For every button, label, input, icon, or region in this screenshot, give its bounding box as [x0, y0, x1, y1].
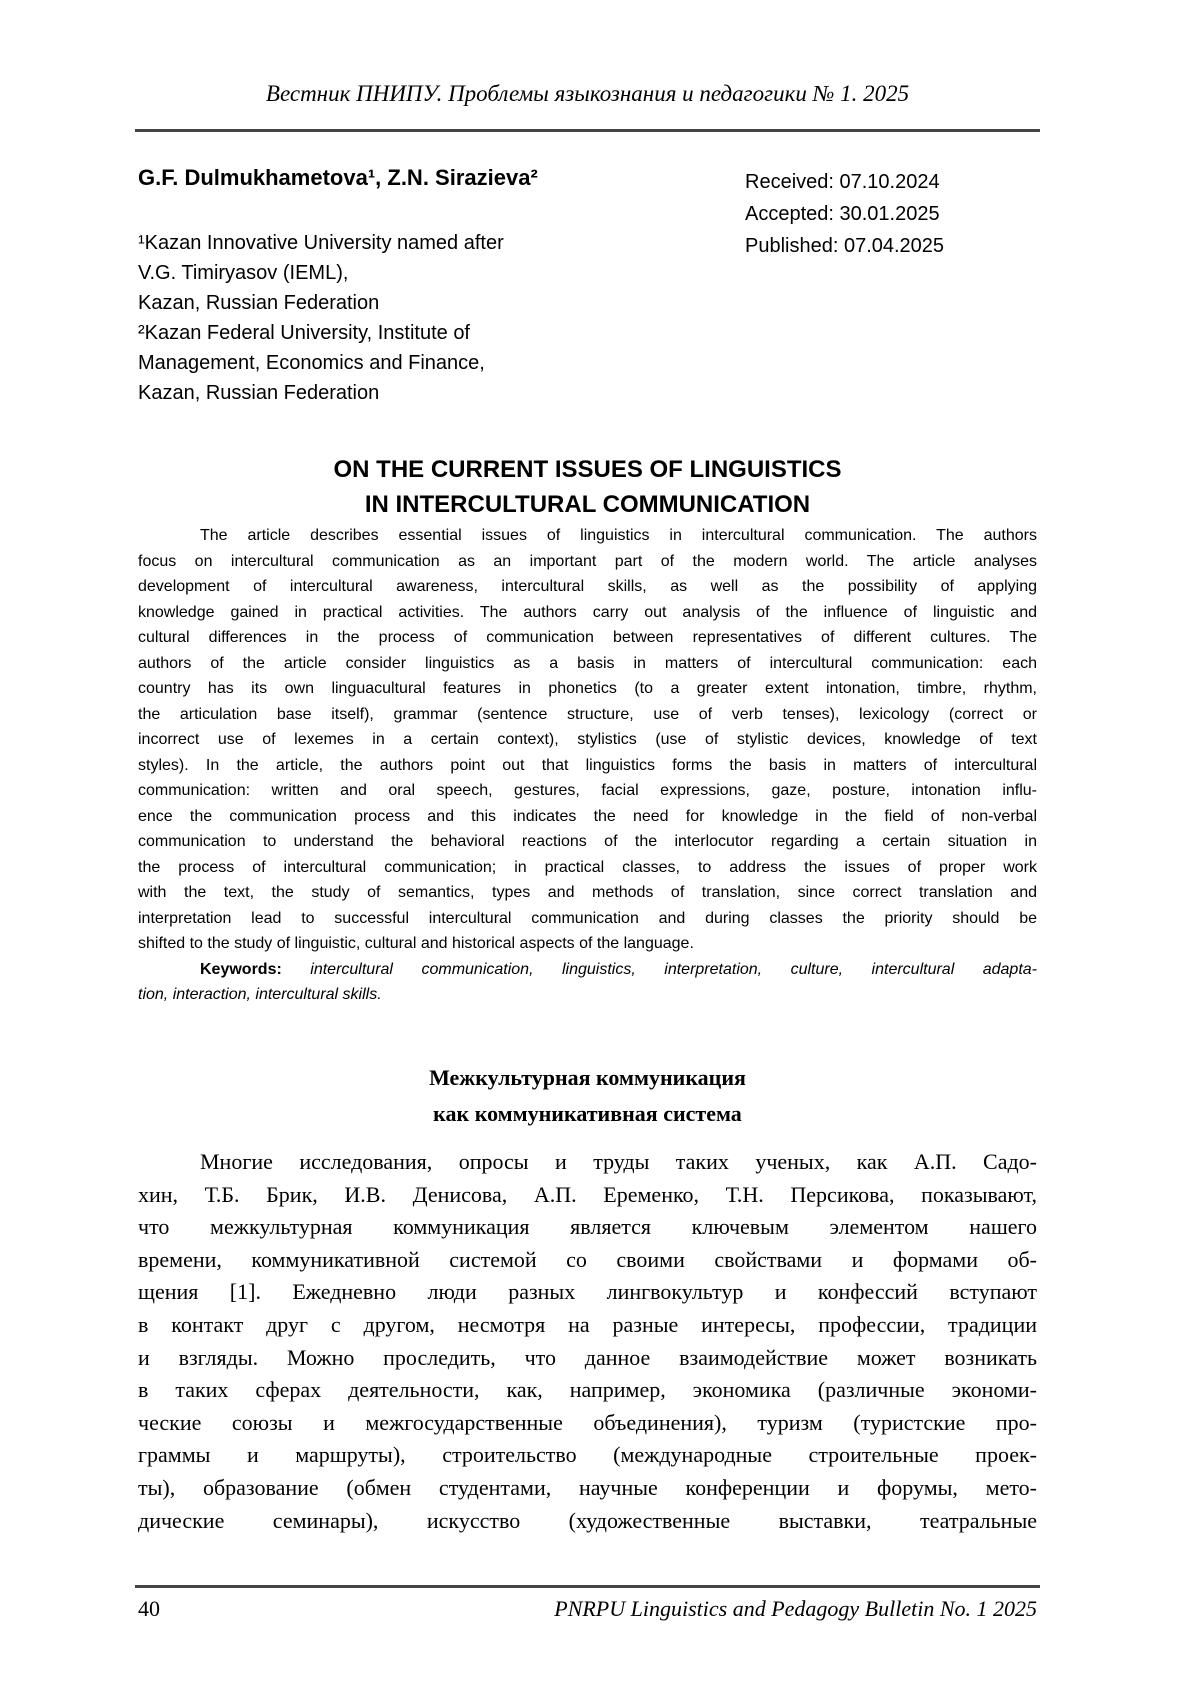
- text-line: the articulation base itself), grammar (sentence structure, use of verb tenses), lexicology (correct or: [138, 705, 1037, 723]
- section-heading-ru: [138, 1060, 1037, 1132]
- text-line: interpretation lead to successful intercultural communication and during classes the priority should be: [138, 909, 1037, 927]
- text-line: incorrect use of lexemes in a certain context), stylistics (use of stylistic devices, knowledge of text: [138, 731, 1037, 748]
- text-line: ²Kazan Federal University, Institute of: [138, 322, 470, 344]
- published-date: Published: 07.04.2025: [745, 235, 945, 257]
- text-line: with the text, the study of semantics, types and methods of translation, since correct translation and: [138, 884, 1037, 901]
- text-line: Многие исследования, опросы и труды таких ученых, как А.П. Садо-: [200, 1149, 1037, 1174]
- text-line: The article describes essential issues of linguistics in intercultural communication. The authors: [200, 527, 1037, 544]
- abstract-text: [138, 523, 1037, 957]
- text-line: communication to understand the behavioral reactions of the interlocutor regarding a certain situation in: [138, 833, 1037, 850]
- keywords-line-2: tion, interaction, intercultural skills.: [138, 986, 382, 1003]
- text-line: cultural differences in the process of communication between representatives of different cultures. The: [138, 629, 1037, 646]
- dates-block: [745, 166, 944, 262]
- section-heading-line-2: как коммуникативная система: [433, 1101, 742, 1126]
- footer-rule: [135, 1585, 1040, 1588]
- text-line: development of intercultural awareness, intercultural skills, as well as the possibility of applying: [138, 578, 1037, 595]
- article-title: [138, 452, 1037, 522]
- text-line: shifted to the study of linguistic, cultural and historical aspects of the language.: [138, 935, 694, 952]
- text-line: хин, Т.Б. Брик, И.В. Денисова, А.П. Еременко, Т.Н. Персикова, показывают,: [138, 1181, 1037, 1207]
- section-heading-line-1: Межкультурная коммуникация: [429, 1065, 746, 1090]
- text-line: в контакт друг с другом, несмотря на разные интересы, профессии, традиции: [138, 1311, 1037, 1337]
- text-line: ческие союзы и межгосударственные объединения), туризм (туристские про-: [138, 1409, 1037, 1435]
- page-number: 40: [138, 1596, 160, 1621]
- text-line: communication: written and oral speech, gestures, facial expressions, gaze, posture, intonation influ-: [138, 782, 1037, 799]
- body-text-ru: [138, 1146, 1037, 1537]
- text-line: ence the communication process and this indicates the need for knowledge in the field of non-verbal: [138, 807, 1037, 825]
- running-header-journal-title-ru: Вестник ПНИПУ. Проблемы языкознания и педагогики № 1. 2025: [265, 81, 910, 106]
- text-line: и взгляды. Можно проследить, что данное взаимодействие может возникать: [138, 1344, 1037, 1370]
- keywords-label: Keywords:: [200, 960, 282, 978]
- page-content: [138, 0, 1037, 1705]
- text-line: что межкультурная коммуникация является ключевым элементом нашего: [138, 1214, 1037, 1240]
- text-line: граммы и маршруты), строительство (международные строительные проек-: [138, 1442, 1037, 1468]
- keywords-list-part-1: intercultural communication, linguistics, interpretation, culture, intercultural adapta-: [281, 960, 1037, 978]
- text-line: authors of the article consider linguistics as a basis in matters of intercultural communication: each: [138, 654, 1037, 672]
- affiliations: [138, 228, 504, 408]
- text-line: knowledge gained in practical activities. The authors carry out analysis of the influence of linguistic and: [138, 603, 1037, 621]
- text-line: щения [1]. Ежедневно люди разных лингвокультур и конфессий вступают: [138, 1279, 1037, 1305]
- keywords-line-1: [138, 957, 1037, 983]
- text-line: focus on intercultural communication as an important part of the modern world. The article analyses: [138, 552, 1037, 570]
- article-title-line-1: ON THE CURRENT ISSUES OF LINGUISTICS: [333, 456, 842, 483]
- text-line: styles). In the article, the authors point out that linguistics forms the basis in matters of intercultural: [138, 756, 1037, 774]
- text-line: Kazan, Russian Federation: [138, 382, 380, 404]
- text-line: ¹Kazan Innovative University named after: [138, 232, 504, 254]
- text-line: в таких сферах деятельности, как, например, экономика (различные экономи-: [138, 1377, 1037, 1403]
- running-footer: [138, 1594, 1037, 1624]
- keywords-paragraph: [138, 957, 1037, 1008]
- text-line: Kazan, Russian Federation: [138, 292, 380, 314]
- received-date: Received: 07.10.2024: [745, 171, 940, 193]
- text-line: country has its own linguacultural features in phonetics (to a greater extent intonation, timbre, rhythm,: [138, 680, 1037, 697]
- header-rule: [135, 129, 1040, 132]
- accepted-date: Accepted: 30.01.2025: [745, 203, 940, 225]
- text-line: Management, Economics and Finance,: [138, 352, 485, 374]
- running-footer-journal-title-en: PNRPU Linguistics and Pedagogy Bulletin No. 1 2025: [554, 1596, 1037, 1621]
- article-title-line-2: IN INTERCULTURAL COMMUNICATION: [364, 491, 811, 518]
- authors-line: G.F. Dulmukhametova¹, Z.N. Sirazieva²: [138, 165, 538, 190]
- text-line: времени, коммуникативной системой со своими свойствами и формами об-: [138, 1246, 1037, 1272]
- text-line: ты), образование (обмен студентами, научные конференции и форумы, мето-: [138, 1474, 1037, 1500]
- text-line: V.G. Timiryasov (IEML),: [138, 262, 349, 284]
- abstract-block: [138, 523, 1037, 1008]
- text-line: дические семинары), искусство (художественные выставки, театральные: [138, 1507, 1037, 1533]
- text-line: the process of intercultural communication; in practical classes, to address the issues of proper work: [138, 858, 1037, 876]
